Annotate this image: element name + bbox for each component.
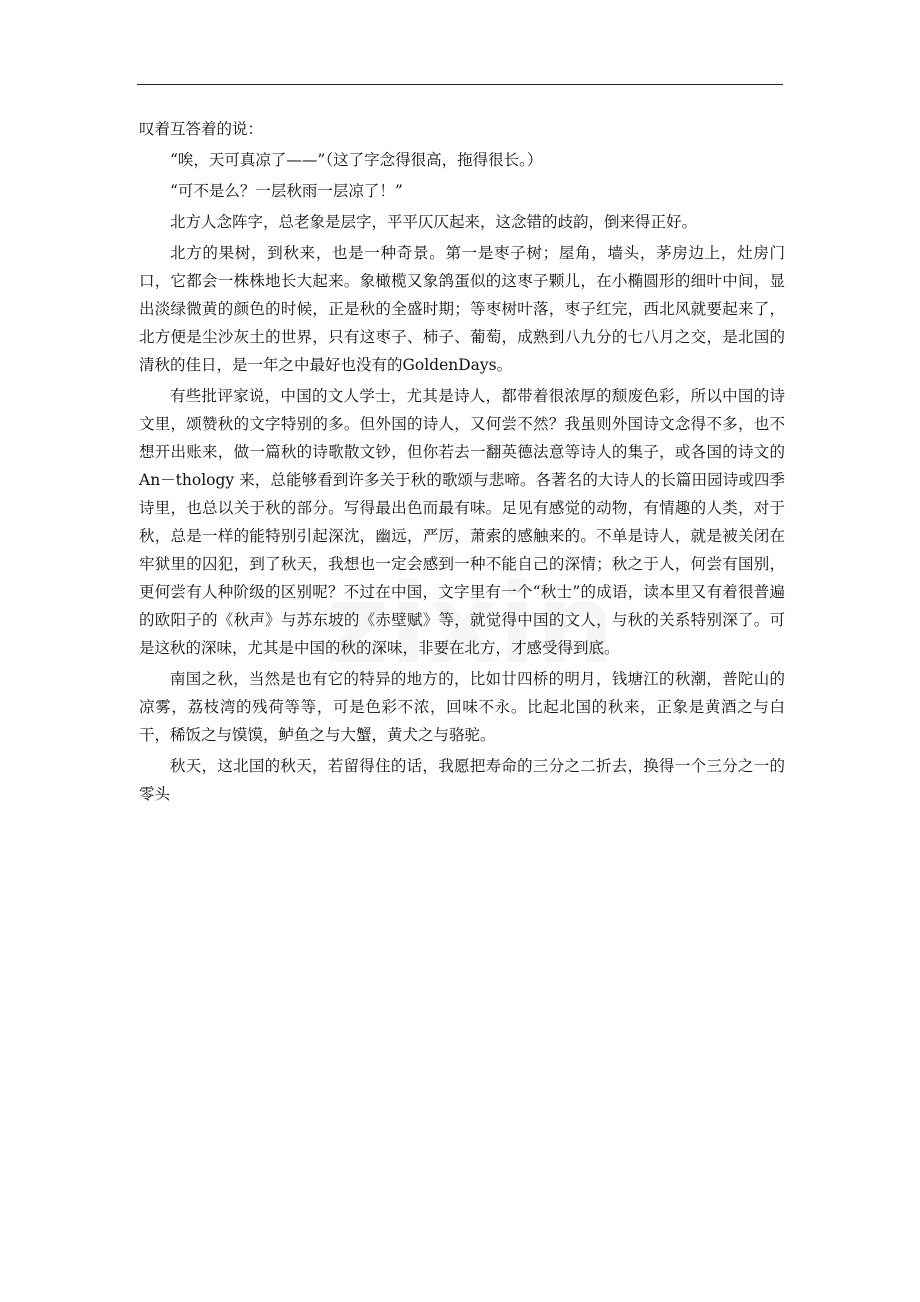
paragraph: 叹着互答着的说：	[139, 120, 264, 138]
paragraph: “可不是么？一层秋雨一层凉了！”	[170, 182, 403, 200]
header-rule	[137, 84, 783, 85]
paragraph: “唉，天可真凉了——”（这了字念得很高，拖得很长。）	[170, 151, 543, 169]
paragraph: 秋天，这北国的秋天，若留得住的话，我愿把寿命的三分之二折去，换得一个三分之一的零头	[139, 757, 785, 803]
paragraph: 北方人念阵字，总老象是层字，平平仄仄起来，这念错的歧韵，倒来得正好。	[170, 213, 698, 231]
document-body	[139, 115, 785, 811]
paragraph: 北方的果树，到秋来，也是一种奇景。第一是枣子树；屋角，墙头，茅房边上，灶房门口，它都会一株株地长大起来。象橄榄又象鸽蛋似的这枣子颗儿，在小椭圆形的细叶中间，显出淡绿微黄的颜色的时候，正是秋的全盛时期；等枣树叶落，枣子红完，西北风就要起来了，北方便是尘沙灰土的世界，只有这枣子、柿子、葡萄，成熟到八九分的七八月之交，是北国的清秋的佳日，是一年之中最好也没有的GoldenDays。	[139, 244, 785, 374]
paragraph: 有些批评家说，中国的文人学士，尤其是诗人，都带着很浓厚的颓废色彩，所以中国的诗文里，颂赞秋的文字特别的多。但外国的诗人，又何尝不然？我虽则外国诗文念得不多，也不想开出账来，做一篇秋的诗歌散文钞，但你若去一翻英德法意等诗人的集子，或各国的诗文的 An－thology 来，总能够看到许多关于秋的歌颂与悲啼。各著名的大诗人的长篇田园诗或四季诗里，也总以关于秋的部分。写得最出色而最有味。足见有感觉的动物，有情趣的人类，对于秋，总是一样的能特别引起深沈，幽远，严厉，萧索的感触来的。不单是诗人，就是被关闭在牢狱里的囚犯，到了秋天，我想也一定会感到一种不能自己的深情；秋之于人，何尝有国别，更何尝有人种阶级的区别呢？不过在中国，文字里有一个“秋士”的成语，读本里又有着很普遍的欧阳子的《秋声》与苏东坡的《赤壁赋》等，就觉得中国的文人，与秋的关系特别深了。可是这秋的深味，尤其是中国的秋的深味，非要在北方，才感受得到底。	[139, 387, 785, 657]
paragraph: 南国之秋，当然是也有它的特异的地方的，比如廿四桥的明月，钱塘江的秋潮，普陀山的凉雾，荔枝湾的残荷等等，可是色彩不浓，回味不永。比起北国的秋来，正象是黄酒之与白干，稀饭之与馍馍，鲈鱼之与大蟹，黄犬之与骆驼。	[139, 670, 785, 744]
